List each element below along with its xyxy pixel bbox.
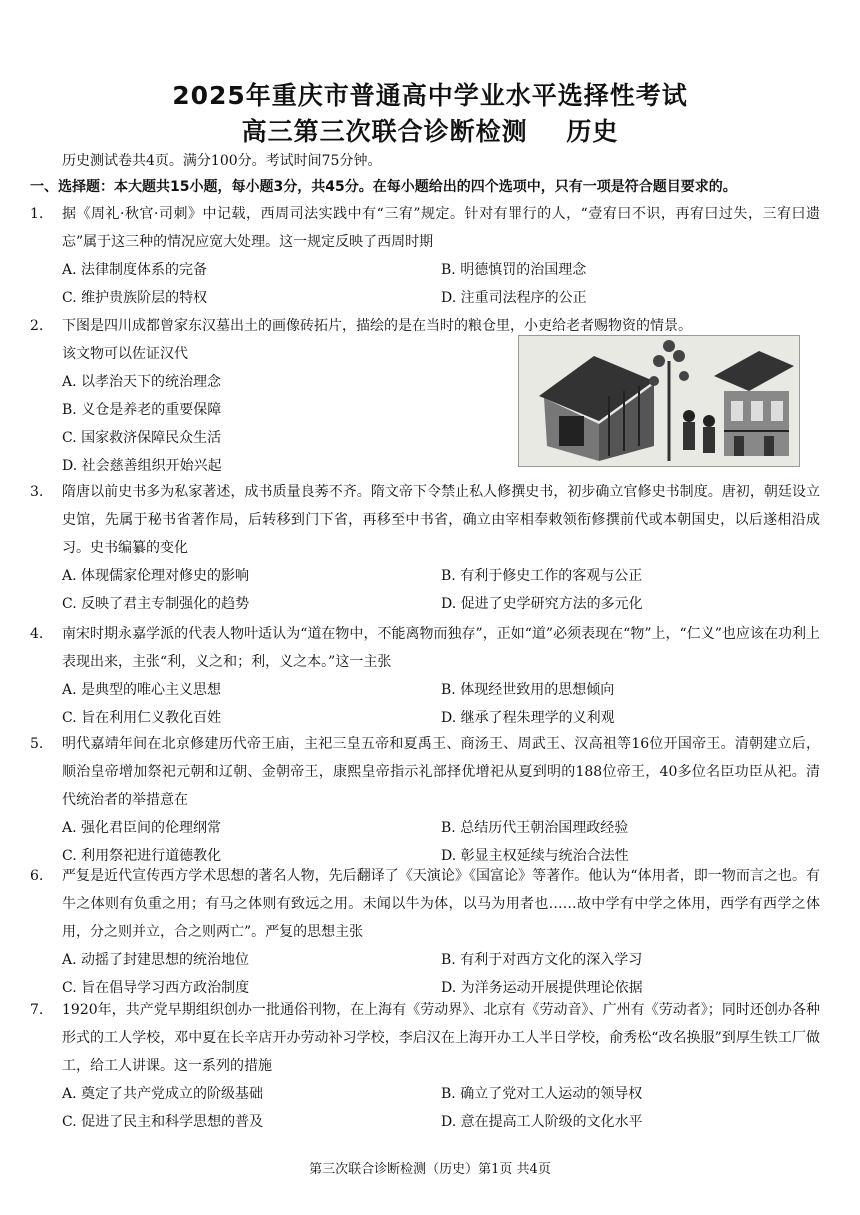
question-5 (30, 730, 820, 870)
option-a[interactable]: A. 奠定了共产党成立的阶级基础 (62, 1086, 264, 1102)
option-b[interactable]: B. 有利于修史工作的客观与公正 (441, 568, 643, 584)
option-group (62, 256, 820, 312)
question-7 (30, 996, 820, 1136)
option-d[interactable]: D. 社会慈善组织开始兴起 (62, 458, 222, 474)
question-stem: 隋唐以前史书多为私家著述，成书质量良莠不齐。隋文帝下令禁止私人修撰史书，初步确立官修史书制度。唐初，朝廷设立史馆，先属于秘书省著作局，后转移到门下省，再移至中书省，确立由宰相奉敕领衔修撰前代或本朝国史，以后遂相沿成习。史书编纂的变化 (62, 484, 820, 556)
option-c[interactable]: C. 旨在倡导学习西方政治制度 (62, 980, 250, 996)
question-1 (30, 200, 820, 312)
option-a[interactable]: A. 法律制度体系的完备 (62, 262, 208, 278)
option-a[interactable]: A. 强化君臣间的伦理纲常 (62, 820, 222, 836)
option-a[interactable]: A. 动摇了封建思想的统治地位 (62, 952, 250, 968)
question-number: 5. (30, 736, 44, 752)
exam-instructions: 历史测试卷共4页。满分100分。考试时间75分钟。 (62, 153, 382, 169)
exam-subtitle: 高三第三次联合诊断检测 历史 (241, 117, 619, 146)
option-d[interactable]: D. 继承了程朱理学的义利观 (441, 710, 615, 726)
option-c[interactable]: C. 国家救济保障民众生活 (62, 430, 222, 446)
page-footer: 第三次联合诊断检测（历史）第1页 共4页 (309, 1162, 551, 1177)
option-b[interactable]: B. 有利于对西方文化的深入学习 (441, 952, 643, 968)
question-stem: 1920年，共产党早期组织创办一批通俗刊物，在上海有《劳动界》、北京有《劳动音》、广州有《劳动者》；同时还创办各种形式的工人学校，邓中夏在长辛店开办劳动补习学校，李启汉在上海开办工人半日学校，俞秀松“改名换服”到厚生铁工厂做工，给工人讲课。这一系列的措施 (62, 1002, 820, 1074)
option-c[interactable]: C. 反映了君主专制强化的趋势 (62, 596, 250, 612)
exam-title: 2025年重庆市普通高中学业水平选择性考试 (172, 81, 688, 110)
question-stem: 据《周礼·秋官·司刺》中记载，西周司法实践中有“三宥”规定。针对有罪行的人，“壹宥曰不识，再宥曰过失，三宥曰遗忘”属于这三种的情况应宽大处理。这一规定反映了西周时期 (62, 206, 820, 250)
granary-illustration (519, 336, 799, 466)
question-stem: 严复是近代宣传西方学术思想的著名人物，先后翻译了《天演论》《国富论》等著作。他认为“体用者，即一物而言之也。有牛之体则有负重之用；有马之体则有致远之用。未闻以牛为体，以马为用者也……故中学有中学之体用，西学有西学之体用，分之则并立，合之则两亡”。严复的思想主张 (62, 868, 820, 940)
option-c[interactable]: C. 旨在利用仁义教化百姓 (62, 710, 222, 726)
option-b[interactable]: B. 明德慎罚的治国理念 (441, 262, 587, 278)
question-number: 3. (30, 484, 44, 500)
option-d[interactable]: D. 促进了史学研究方法的多元化 (441, 596, 643, 612)
option-a[interactable]: A. 以孝治天下的统治理念 (62, 374, 222, 390)
option-c[interactable]: C. 维护贵族阶层的特权 (62, 290, 208, 306)
question-4 (30, 620, 820, 732)
option-b[interactable]: B. 总结历代王朝治国理政经验 (441, 820, 629, 836)
section-heading: 一、选择题：本大题共15小题，每小题3分，共45分。在每小题给出的四个选项中，只有一项是符合题目要求的。 (30, 179, 737, 195)
question-stem: 南宋时期永嘉学派的代表人物叶适认为“道在物中，不能离物而独存”，正如“道”必须表现在“物”上，“仁义”也应该在功利上表现出来，主张“利，义之和；利，义之本。”这一主张 (62, 626, 820, 670)
option-a[interactable]: A. 体现儒家伦理对修史的影响 (62, 568, 250, 584)
question-6 (30, 862, 820, 1002)
option-b[interactable]: B. 体现经世致用的思想倾向 (441, 682, 615, 698)
option-d[interactable]: D. 为洋务运动开展提供理论依据 (441, 980, 643, 996)
option-b[interactable]: B. 确立了党对工人运动的领导权 (441, 1086, 643, 1102)
brick-rubbing-image (518, 335, 800, 467)
question-number: 4. (30, 626, 44, 642)
question-number: 7. (30, 1002, 44, 1018)
option-a[interactable]: A. 是典型的唯心主义思想 (62, 682, 222, 698)
question-stem: 明代嘉靖年间在北京修建历代帝王庙，主祀三皇五帝和夏禹王、商汤王、周武王、汉高祖等16位开国帝王。清朝建立后，顺治皇帝增加祭祀元朝和辽朝、金朝帝王，康熙皇帝指示礼部择优增祀从夏到明的188位帝王，40多位名臣功臣从祀。清代统治者的举措意在 (62, 736, 820, 808)
option-group (62, 676, 820, 732)
option-group (62, 562, 820, 618)
question-3 (30, 478, 820, 618)
question-number: 2. (30, 318, 44, 334)
option-c[interactable]: C. 利用祭祀进行道德教化 (62, 848, 222, 864)
question-number: 6. (30, 868, 44, 884)
question-stem-continued: 该文物可以佐证汉代 (62, 346, 188, 362)
option-b[interactable]: B. 义仓是养老的重要保障 (62, 402, 222, 418)
option-group (62, 946, 820, 1002)
option-d[interactable]: D. 注重司法程序的公正 (441, 290, 587, 306)
question-number: 1. (30, 206, 44, 222)
question-stem: 下图是四川成都曾家东汉墓出土的画像砖拓片，描绘的是在当时的粮仓里，小吏给老者赐物资的情景。 (62, 318, 692, 334)
option-d[interactable]: D. 意在提高工人阶级的文化水平 (441, 1114, 643, 1130)
option-d[interactable]: D. 彰显主权延续与统治合法性 (441, 848, 629, 864)
option-c[interactable]: C. 促进了民主和科学思想的普及 (62, 1114, 264, 1130)
option-group (62, 1080, 820, 1136)
